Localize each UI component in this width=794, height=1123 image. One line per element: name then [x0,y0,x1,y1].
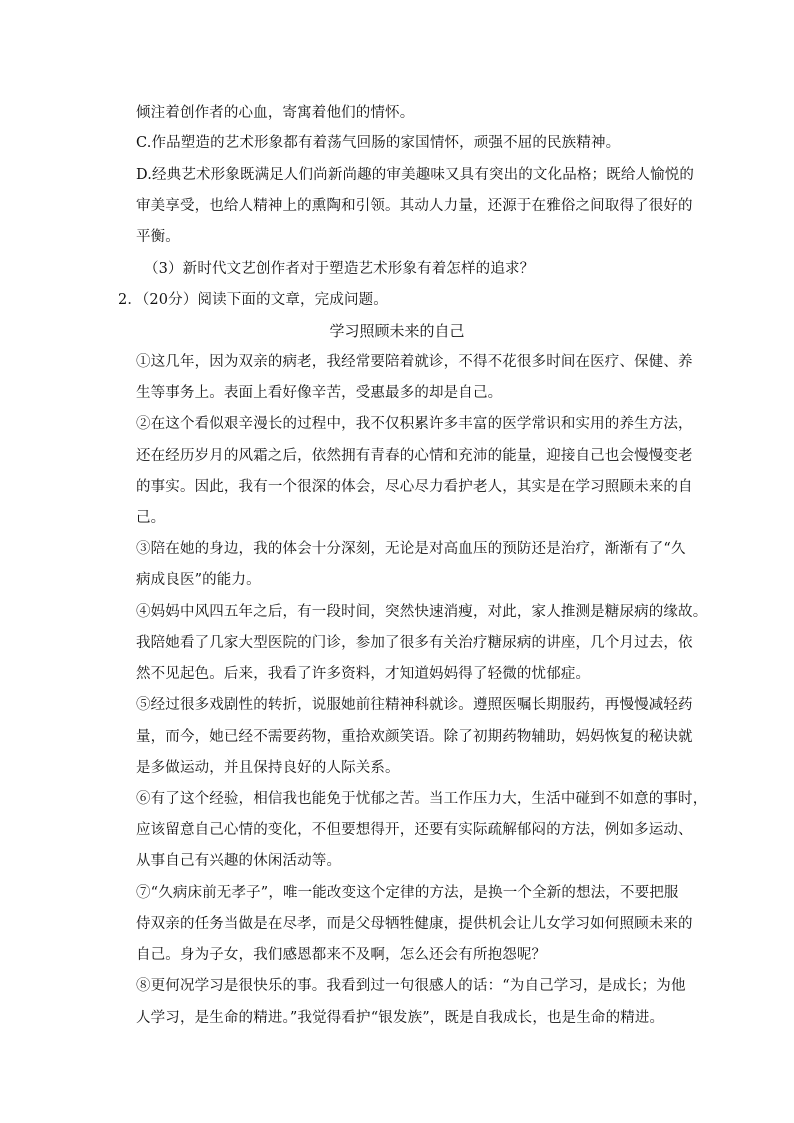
question-2-header: 2．（20分）阅读下面的文章，完成问题。 [118,292,388,308]
paragraph-6-line-3: 从事自己有兴趣的休闲活动等。 [136,853,342,869]
paragraph-2-line-2: 还在经历岁月的风霜之后，依然拥有青春的心情和充沛的能量，迎接自己也会慢慢变老 [136,448,693,464]
option-d-line-1: D.经典艺术形象既满足人们尚新尚趣的审美趣味又具有突出的文化品格；既给人愉悦的 [136,167,695,183]
paragraph-6-line-1: ⑥有了这个经验，相信我也能免于忧郁之苦。当工作压力大，生活中碰到不如意的事时， [136,791,708,807]
paragraph-5-line-3: 是多做运动，并且保持良好的人际关系。 [136,760,400,776]
paragraph-2-line-4: 己。 [136,510,166,526]
paragraph-line: 倾注着创作者的心血，寄寓着他们的情怀。 [136,105,415,121]
paragraph-7-line-3: 自己。身为子女，我们感恩都来不及啊，怎么还会有所抱怨呢？ [136,947,547,963]
paragraph-5-line-2: 量，而今，她已经不需要药物，重拾欢颜笑语。除了初期药物辅助，妈妈恢复的秘诀就 [136,729,693,745]
option-d-line-3: 平衡。 [136,229,180,245]
paragraph-2-line-1: ②在这个看似艰辛漫长的过程中，我不仅积累许多丰富的医学常识和实用的养生方法， [136,416,693,432]
paragraph-7-line-1: ⑦“久病床前无孝子”，唯一能改变这个定律的方法，是换一个全新的想法，不要把服 [136,885,679,901]
paragraph-3-line-1: ③陪在她的身边，我的体会十分深刻，无论是对高血压的预防还是治疗，渐渐有了“久 [136,541,686,557]
option-c: C.作品塑造的艺术形象都有着荡气回肠的家国情怀，顽强不屈的民族精神。 [136,135,621,151]
paragraph-4-line-1: ④妈妈中风四五年之后，有一段时间，突然快速消瘦，对此，家人推测是糖尿病的缘故。 [136,604,708,620]
article-title: 学习照顾未来的自己 [329,322,465,340]
paragraph-6-line-2: 应该留意自己心情的变化，不但要想得开，还要有实际疏解郁闷的方法，例如多运动、 [136,822,693,838]
paragraph-4-line-3: 然不见起色。后来，我看了许多资料，才知道妈妈得了轻微的忧郁症。 [136,666,591,682]
paragraph-3-line-2: 病成良医”的能力。 [136,572,261,588]
paragraph-7-line-2: 侍双亲的任务当做是在尽孝，而是父母牺牲健康，提供机会让儿女学习如何照顾未来的 [136,916,693,932]
paragraph-2-line-3: 的事实。因此，我有一个很深的体会，尽心尽力看护老人，其实是在学习照顾未来的自 [136,479,693,495]
paragraph-5-line-1: ⑤经过很多戏剧性的转折，说服她前往精神科就诊。遵照医嘱长期服药，再慢慢减轻药 [136,697,693,713]
paragraph-4-line-2: 我陪她看了几家大型医院的门诊，参加了很多有关治疗糖尿病的讲座，几个月过去，依 [136,635,693,651]
paragraph-8-line-1: ⑧更何况学习是很快乐的事。我看到过一句很感人的话：“为自己学习，是成长；为他 [136,978,686,994]
sub-question-3: （3）新时代文艺创作者对于塑造艺术形象有着怎样的追求？ [144,261,535,277]
paragraph-1-line-1: ①这几年，因为双亲的病老，我经常要陪着就诊，不得不花很多时间在医疗、保健、养 [136,354,693,370]
paragraph-8-line-2: 人学习，是生命的精进。”我觉得看护“银发族”，既是自我成长，也是生命的精进。 [136,1010,665,1026]
paragraph-1-line-2: 生等事务上。表面上看好像辛苦，受惠最多的却是自己。 [136,385,503,401]
option-d-line-2: 审美享受，也给人精神上的熏陶和引领。其动人力量，还源于在雅俗之间取得了很好的 [136,198,693,214]
